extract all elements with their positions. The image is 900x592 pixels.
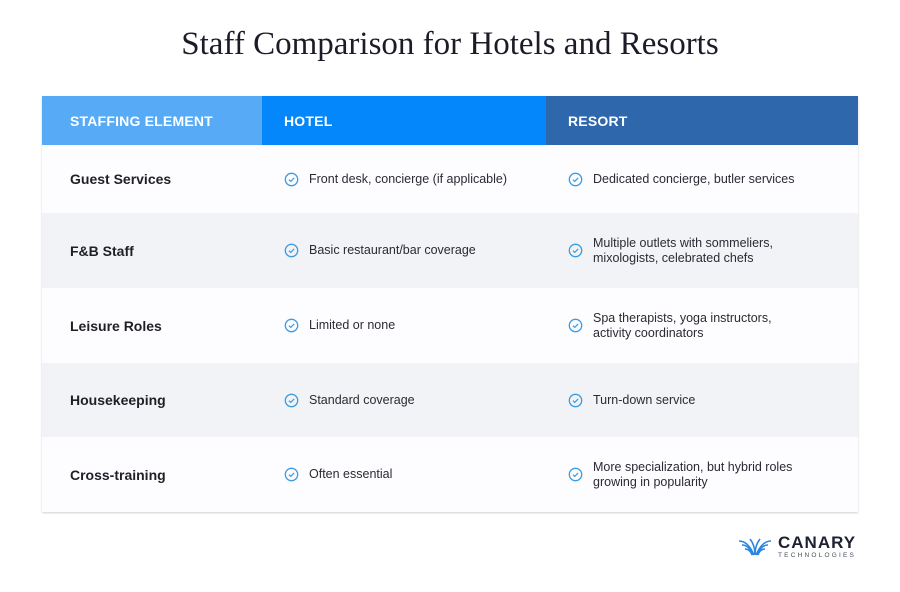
resort-value: More specialization, but hybrid roles growing in popularity — [593, 459, 793, 489]
hotel-value: Often essential — [309, 467, 393, 481]
page-title: Staff Comparison for Hotels and Resorts — [181, 26, 719, 62]
table-row — [42, 288, 858, 363]
logo-subtitle: TECHNOLOGIES — [778, 552, 857, 559]
table-header — [42, 96, 858, 145]
staffing-element: Guest Services — [70, 171, 172, 187]
staffing-element: F&B Staff — [70, 242, 134, 259]
resort-value: Spa therapists, yoga instructors, activity coordinators — [593, 310, 772, 340]
hotel-value: Standard coverage — [309, 392, 415, 407]
header-resort: RESORT — [546, 96, 858, 145]
table-row — [42, 145, 858, 213]
hotel-value: Basic restaurant/bar coverage — [309, 243, 476, 257]
resort-value: Multiple outlets with sommeliers, mixologists, celebrated chefs — [593, 235, 773, 265]
hotel-value: Limited or none — [309, 318, 396, 332]
canary-wings-icon — [738, 537, 772, 559]
staffing-element: Cross-training — [70, 466, 166, 483]
table-row — [42, 213, 858, 288]
check-circle-icon — [284, 318, 299, 333]
table-row — [42, 363, 858, 437]
canary-technologies-logo — [738, 535, 856, 560]
check-circle-icon — [284, 172, 299, 187]
hotel-value: Front desk, concierge (if applicable) — [309, 171, 508, 186]
check-circle-icon — [568, 393, 583, 408]
staffing-element: Leisure Roles — [70, 317, 162, 334]
check-circle-icon — [568, 243, 583, 258]
staffing-element: Housekeeping — [70, 392, 166, 408]
resort-value: Turn-down service — [593, 392, 696, 407]
check-circle-icon — [284, 393, 299, 408]
table-row — [42, 437, 858, 512]
logo-name: CANARY — [778, 533, 857, 552]
comparison-table — [42, 96, 858, 512]
check-circle-icon — [568, 172, 583, 187]
resort-value: Dedicated concierge, butler services — [593, 171, 795, 186]
check-circle-icon — [568, 467, 583, 482]
check-circle-icon — [284, 467, 299, 482]
header-staffing-element: STAFFING ELEMENT — [42, 96, 262, 145]
header-hotel: HOTEL — [262, 96, 546, 145]
check-circle-icon — [284, 243, 299, 258]
check-circle-icon — [568, 318, 583, 333]
